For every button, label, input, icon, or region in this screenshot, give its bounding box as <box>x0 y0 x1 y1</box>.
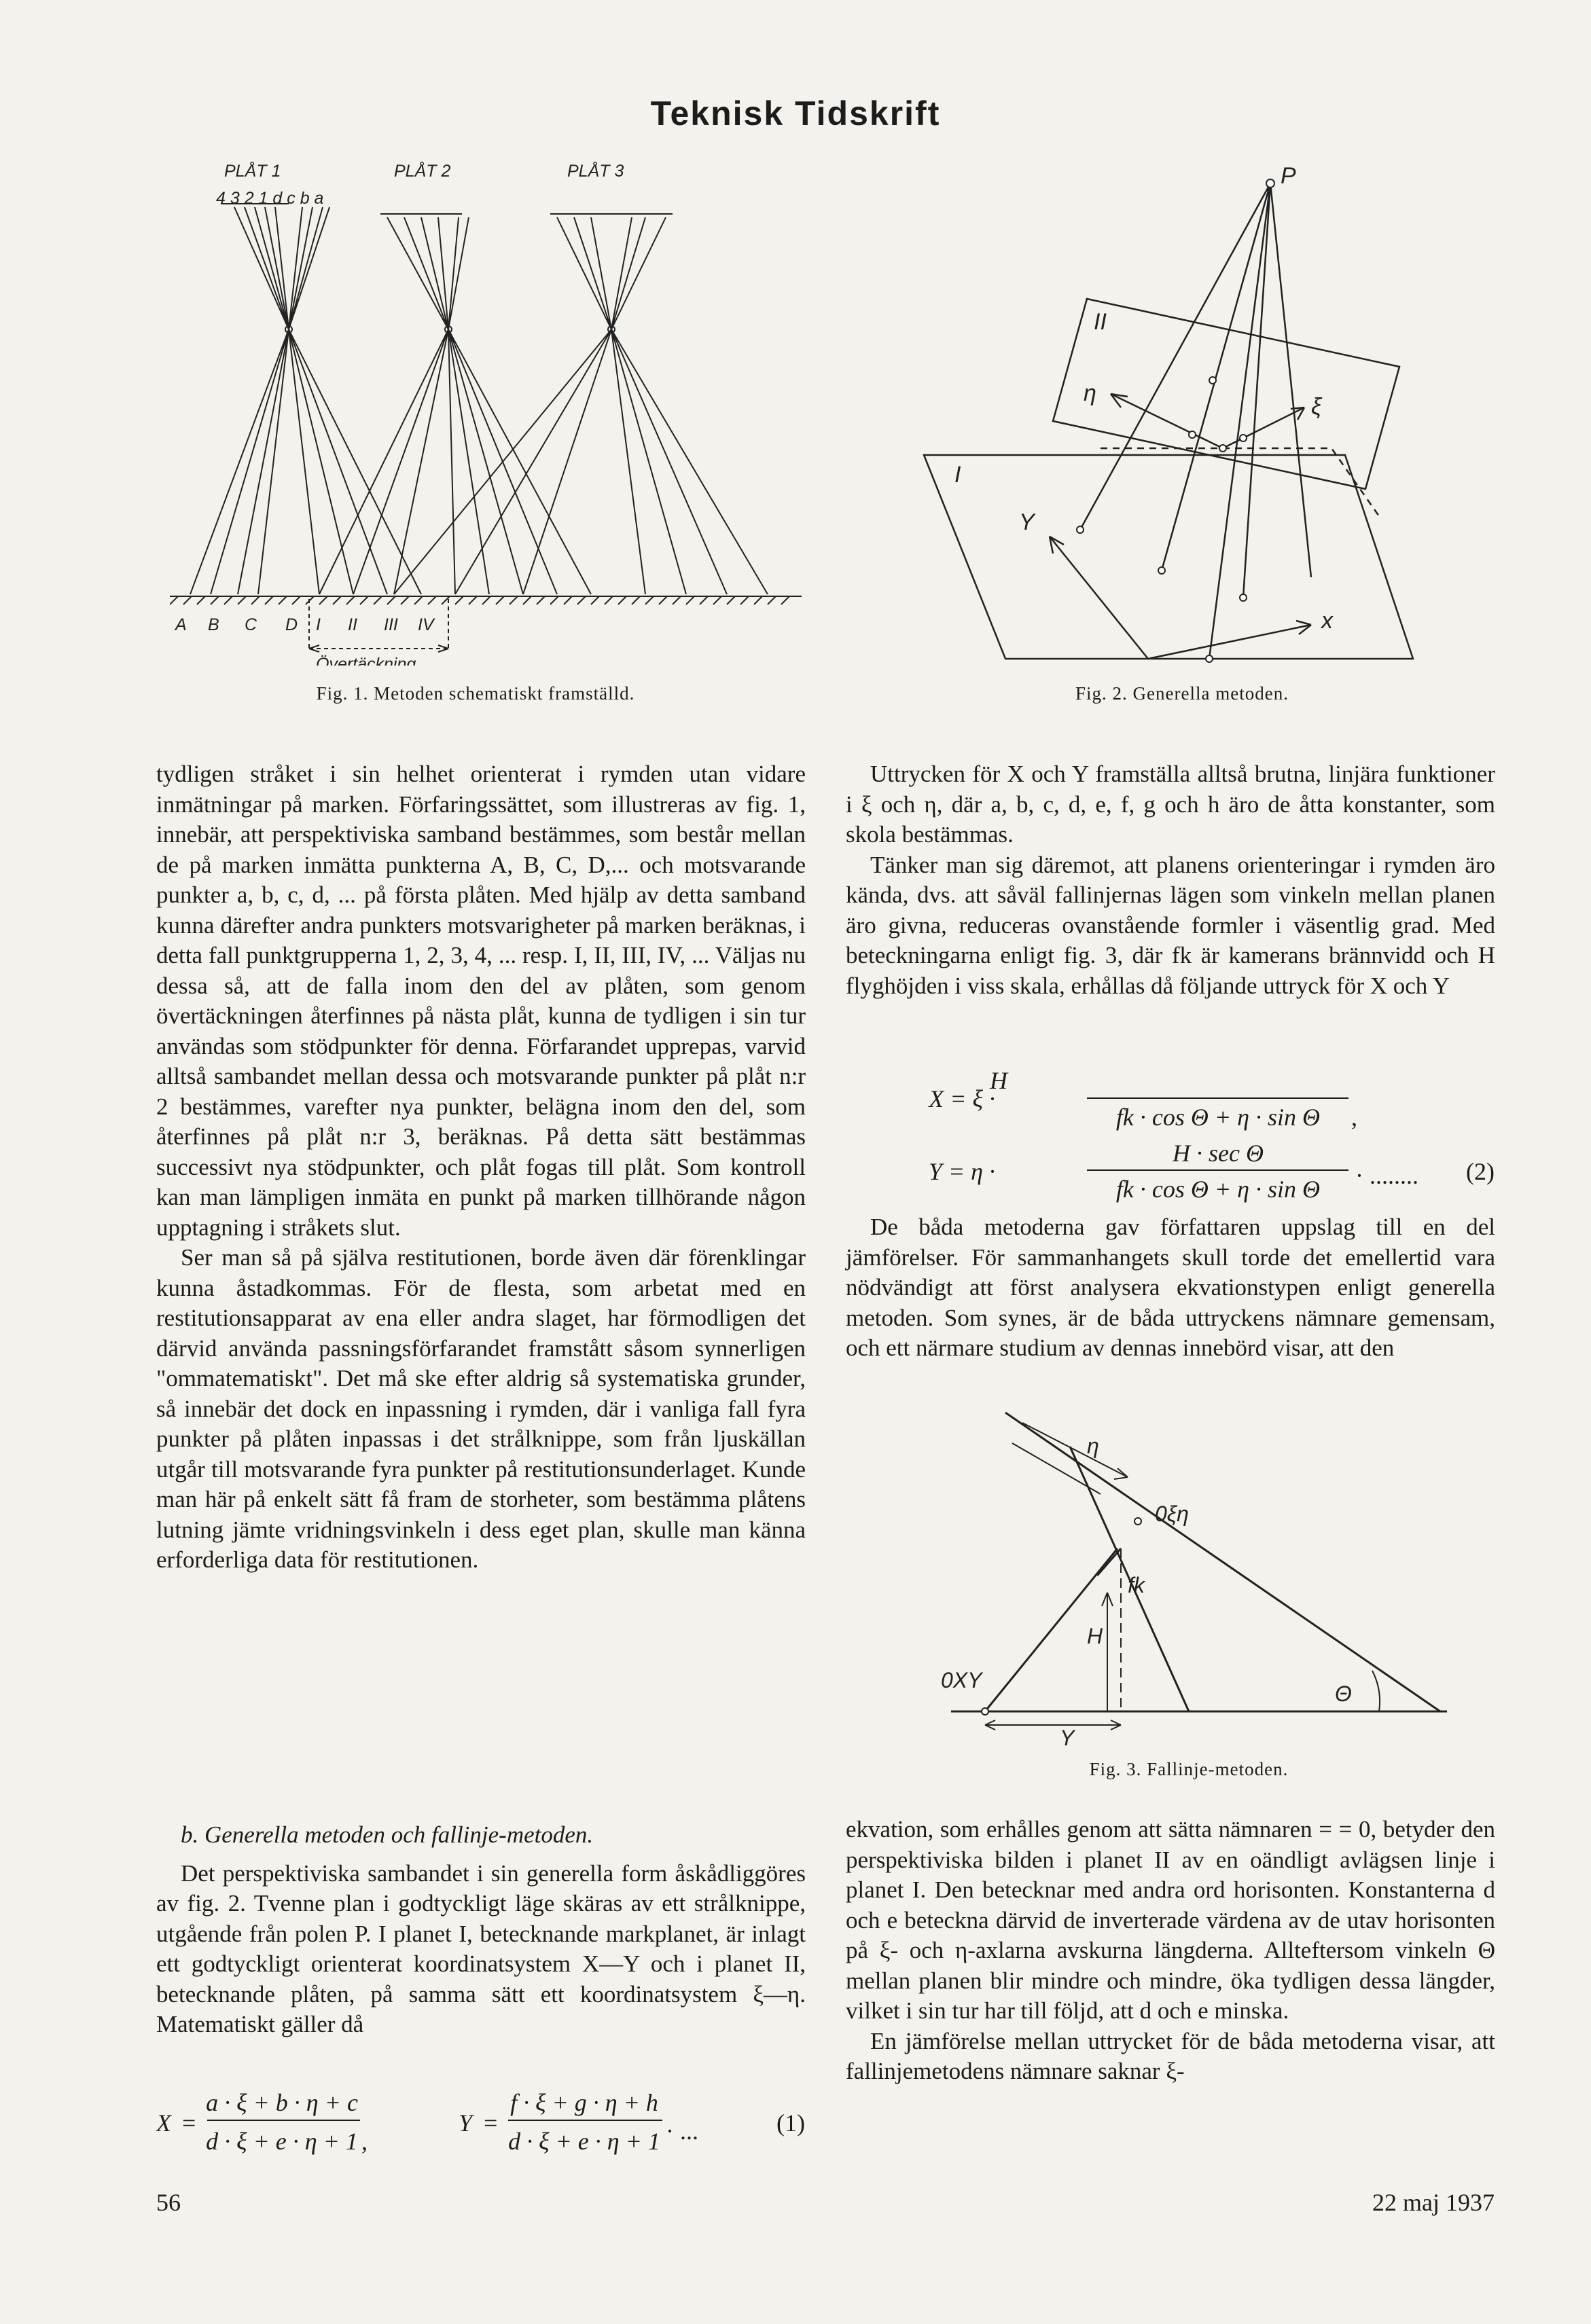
xi-axis-label: ξ <box>1311 394 1322 420</box>
svg-text:,: , <box>361 2128 368 2155</box>
left-paragraph-2: Ser man så på själva restitutionen, borde även där förenklingar kunna åstadkommas. För de flesta, som arbetat med en restitutionsapparat av ena eller andra slaget, har förmodligen det därvid använda passningsförfarandet framstått såsom synnerligen "ommatematiskt". Det må ske efter aldrig så systematiska grunder, så innebär det dock en inpassning i rymden, där i vanliga fall fyra punkter på plåten inpassas i det strålknippe, som från ljuskällan utgår till motsvarande fyra punkter på restitutionsunderlaget. Kunde man här på enkelt sätt få fram de storheter, som bestämma plåtens lutning jämte vridningsvinkeln i dess eget plan, skulle man känna erforderliga data för restitutionen. <box>156 1244 806 1573</box>
svg-text:=: = <box>484 2109 498 2137</box>
figure-2 <box>904 163 1447 679</box>
figure-3 <box>904 1406 1461 1745</box>
journal-title-text: Teknisk Tidskrift <box>650 94 941 132</box>
section-heading: b. Generella metoden och fallinje-metoden. <box>181 1821 594 1848</box>
svg-text:,: , <box>1351 1104 1357 1131</box>
right-column-top <box>846 759 1495 1001</box>
eq1-number: (1) <box>776 2109 805 2137</box>
left-paragraph-1: tydligen stråket i sin helhet orienterat i rymden utan vidare inmätningar på marken. Förfaringssättet, som illustreras av fig. 1, innebär, att perspektiviska samband bestämmes, som består mellan de på marken inmätta punkterna A, B, C, D,... och motsvarande punkter a, b, c, d, ... på första plåten. Med hjälp av detta samband kunna därefter andra punkters motsvarigheter på marken beräknas, i detta fall punktgrupperna 1, 2, 3, 4, ... resp. I, II, III, IV, ... Väljas nu dessa så, att de falla inom den del av plåten, som genom övertäckningen återfinnes på nästa plåt, kunna de tydligen i sin tur användas som stödpunkter för denna. Förfarandet upprepas, varvid alltså sambandet mellan dessa och motsvarande punkter på plåt n:r 2 bestämmes, varefter nya punkter, belägna inom den del, som återfinnes på plåt n:r 3, beräknas. På detta sätt bestämmas successivt nya stödpunkter, och plåt fogas till plåt. Som kontroll kan man lämpligen inmäta en punkt på marken tillhörande någon upptagning i stråkets slut. <box>156 761 806 1241</box>
eta-label: η <box>1087 1434 1099 1458</box>
equation-2-drawing <box>846 1063 1495 1212</box>
ground-point-II: II <box>348 615 357 634</box>
y-axis-label: Y <box>1019 509 1035 535</box>
fk-label: fk <box>1128 1573 1145 1597</box>
right-paragraph-4: ekvation, som erhålles genom att sätta nämnaren = = 0, betyder den perspektiviska bilden i planet II av en oändligt avlägsen linje i planet I. Den betecknar med andra ord horisonten. Konstanterna d och e beteckna därvid de inverterade värdena av de utav horisonten på ξ- och η-axlarna avskurna längderna. Allteftersom vinkeln Θ mellan planen blir mindre och mindre, öka tydligen dessa längder, vilket i sin tur har till följd, att d och e minska. <box>846 1816 1495 2024</box>
equation-1 <box>156 2085 806 2160</box>
svg-text:=: = <box>182 2109 196 2137</box>
page-number <box>156 2188 181 2217</box>
figure-1-drawing <box>170 143 815 666</box>
ground-point-A: A <box>175 615 187 634</box>
overlap-label: Övertäckning <box>316 655 416 666</box>
eq1-y-numerator: f · ξ + g · η + h <box>510 2089 658 2116</box>
journal-title <box>0 94 1591 133</box>
ground-point-D: D <box>285 615 298 634</box>
svg-text:X: X <box>156 2109 171 2137</box>
figure-1 <box>170 143 815 666</box>
ground-point-IV: IV <box>418 615 434 634</box>
origin-xy-label: 0XY <box>941 1668 982 1692</box>
figure-3-caption-text: Fig. 3. Fallinje-metoden. <box>1089 1759 1289 1779</box>
svg-text:· ...: · ... <box>666 2118 698 2145</box>
page-number-text: 56 <box>156 2189 181 2216</box>
issue-year: 1937 <box>1446 2189 1495 2216</box>
equation-2 <box>846 1063 1495 1212</box>
eq1-y-denominator: d · ξ + e · η + 1 <box>508 2128 660 2155</box>
eq2-y-numerator: H · sec Θ <box>1173 1140 1264 1167</box>
ground-point-C: C <box>245 615 257 634</box>
svg-text:Y: Y <box>459 2109 473 2137</box>
figure-2-caption-text: Fig. 2. Generella metoden. <box>1075 683 1289 704</box>
plate-2-label: PLÅT 2 <box>394 162 451 181</box>
issue-day-month: 22 maj <box>1372 2189 1440 2216</box>
eta-axis-label: η <box>1084 380 1096 406</box>
plate-1-points-label: 4 3 2 1 d c b a <box>216 189 324 208</box>
x-axis-label: x <box>1321 608 1333 634</box>
figure-1-caption-text: Fig. 1. Metoden schematiskt framställd. <box>316 683 635 704</box>
theta-label: Θ <box>1335 1682 1352 1706</box>
figure-2-drawing <box>904 163 1447 679</box>
origin-xieta-label: 0ξη <box>1155 1502 1189 1526</box>
right-paragraph-1: Uttrycken för X och Y framställa alltså brutna, linjära funktioner i ξ och η, där a, b, c, d, e, f, g och h äro de åtta konstanter, som skola bestämmas. <box>846 761 1495 848</box>
issue-date <box>1291 2188 1495 2217</box>
figure-1-caption <box>204 683 747 704</box>
left-column-bottom <box>156 1820 806 2040</box>
svg-text:· ........: · ........ <box>1355 1162 1418 1189</box>
right-paragraph-5: En jämförelse mellan uttrycket för de båda metoderna visar, att fallinjemetodens nämnare saknar ξ- <box>846 2027 1495 2084</box>
right-column-middle <box>846 1212 1495 1364</box>
left-column-top <box>156 759 806 1576</box>
ground-point-B: B <box>208 615 219 634</box>
eq2-y-denominator: fk · cos Θ + η · sin Θ <box>1115 1176 1321 1203</box>
Y-distance-label: Y <box>1060 1726 1075 1745</box>
H-label: H <box>1087 1624 1103 1648</box>
eq1-x-denominator: d · ξ + e · η + 1 <box>206 2128 358 2155</box>
equation-1-drawing <box>156 2085 806 2160</box>
right-paragraph-3: De båda metoderna gav författaren uppslag till en del jämförelser. För sammanhangets skull torde det emellertid vara nödvändigt att först analysera ekvationstypen enligt generella metoden. Som synes, är de båda uttryckens nämnare gemensam, och ett närmare studium av dennas innebörd visar, att den <box>846 1214 1495 1361</box>
plate-1-label: PLÅT 1 <box>224 162 281 181</box>
ground-point-III: III <box>384 615 398 634</box>
figure-3-caption <box>951 1759 1427 1780</box>
plane-2-label: II <box>1094 309 1107 335</box>
svg-text:X = ξ ·: X = ξ · <box>929 1085 995 1112</box>
left-paragraph-3: Det perspektiviska sambandet i sin generella form åskådliggöres av fig. 2. Tvenne plan i godtyckligt läge skäras av ett strålknippe, utgående från polen P. I planet I, betecknande markplanet, är inlagt ett godtyckligt orienterat koordinatsystem X—Y och i planet II, betecknande plåten, på samma sätt ett koordinatsystem ξ—η. Matematiskt gäller då <box>156 1859 806 2037</box>
eq2-number: (2) <box>1466 1158 1495 1185</box>
right-paragraph-2: Tänker man sig däremot, att planens orienteringar i rymden äro kända, dvs. att såväl fallinjernas lägen som vinkeln mellan planen äro givna, reduceras ovanstående formler i väsentlig grad. Med beteckningarna enligt fig. 3, där fk är kamerans brännvidd och H flyghöjden i viss skala, erhållas då följande uttryck för X och Y <box>846 851 1495 999</box>
ground-point-I: I <box>316 615 321 634</box>
pole-label: P <box>1281 163 1296 189</box>
eq2-x-denominator: fk · cos Θ + η · sin Θ <box>1115 1104 1321 1131</box>
figure-3-drawing <box>904 1406 1461 1745</box>
eq2-x-numerator: H <box>990 1067 1007 1094</box>
plane-1-label: I <box>954 462 961 488</box>
svg-text:Y = η ·: Y = η · <box>928 1158 995 1185</box>
right-column-bottom <box>846 1815 1495 2087</box>
eq1-x-numerator: a · ξ + b · η + c <box>206 2089 358 2116</box>
plate-3-label: PLÅT 3 <box>567 162 624 181</box>
figure-2-caption <box>910 683 1454 704</box>
